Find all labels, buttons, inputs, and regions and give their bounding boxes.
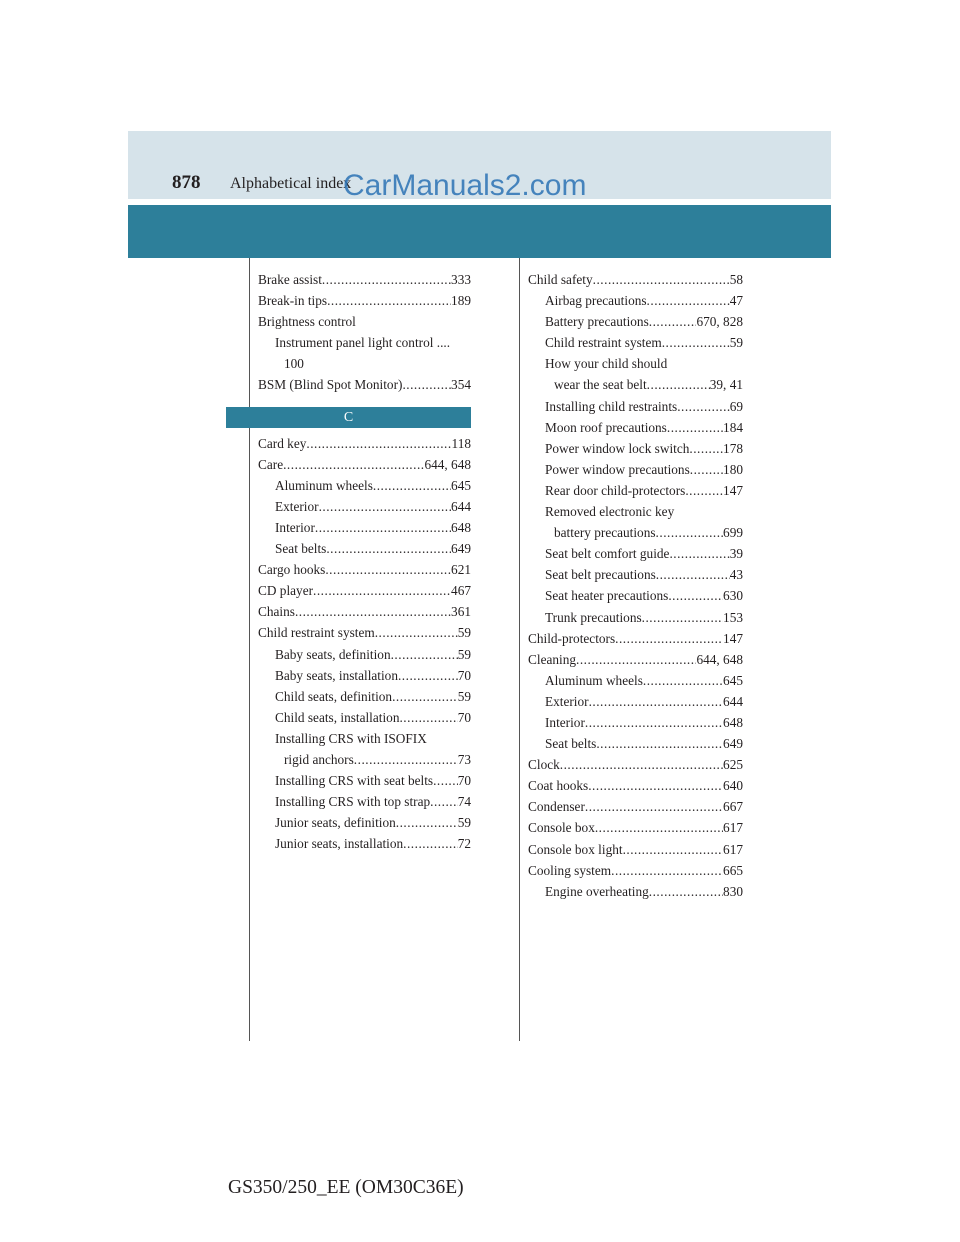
index-entry: Child-protectors ..... 147 bbox=[528, 628, 743, 649]
index-subentry: Trunk precautions ..... 153 bbox=[528, 607, 743, 628]
index-subentry: Installing CRS with seat belts ..... 70 bbox=[258, 770, 471, 791]
letter-heading: C bbox=[226, 407, 471, 428]
index-entry: Chains ..... 361 bbox=[258, 601, 471, 622]
index-subentry: Interior ..... 648 bbox=[258, 517, 471, 538]
index-subentry: Seat heater precautions ..... 630 bbox=[528, 585, 743, 606]
index-subentry: Child restraint system ..... 59 bbox=[528, 332, 743, 353]
section-title: Alphabetical index bbox=[230, 175, 352, 192]
index-subentry: Junior seats, installation ..... 72 bbox=[258, 833, 471, 854]
index-entry: Brightness control bbox=[258, 314, 356, 330]
index-subentry: Seat belts ..... 649 bbox=[258, 538, 471, 559]
index-subentry: Child seats, definition ..... 59 bbox=[258, 686, 471, 707]
index-subentry: Moon roof precautions ..... 184 bbox=[528, 417, 743, 438]
index-entry: CD player ..... 467 bbox=[258, 580, 471, 601]
index-subentry: battery precautions ..... 699 bbox=[528, 522, 743, 543]
index-subentry: Exterior ..... 644 bbox=[258, 496, 471, 517]
index-subentry: Baby seats, installation ..... 70 bbox=[258, 665, 471, 686]
index-entry: Brake assist ..... 333 bbox=[258, 269, 471, 290]
index-subentry: Power window precautions ..... 180 bbox=[528, 459, 743, 480]
index-subentry: rigid anchors ..... 73 bbox=[258, 749, 471, 770]
index-subentry-page: 100 bbox=[284, 356, 304, 372]
index-entry: Care ..... 644, 648 bbox=[258, 454, 471, 475]
index-entry: Cleaning ..... 644, 648 bbox=[528, 649, 743, 670]
index-entry: Break-in tips ..... 189 bbox=[258, 290, 471, 311]
index-entry: Condenser ..... 667 bbox=[528, 796, 743, 817]
index-entry: BSM (Blind Spot Monitor) ..... 354 bbox=[258, 374, 471, 395]
index-column-right bbox=[528, 269, 743, 902]
index-subentry: Instrument panel light control .... bbox=[275, 335, 451, 351]
index-subentry: Child seats, installation ..... 70 bbox=[258, 707, 471, 728]
index-subentry: wear the seat belt ..... 39, 41 bbox=[528, 374, 743, 395]
index-entry: Card key ..... 118 bbox=[258, 433, 471, 454]
index-subentry: How your child should bbox=[545, 356, 668, 372]
index-entry: Clock ..... 625 bbox=[528, 754, 743, 775]
index-subentry: Power window lock switch ..... 178 bbox=[528, 438, 743, 459]
column-divider-left bbox=[249, 258, 250, 1041]
index-subentry: Aluminum wheels ..... 645 bbox=[528, 670, 743, 691]
page-number: 878 bbox=[172, 172, 201, 193]
index-subentry: Interior ..... 648 bbox=[528, 712, 743, 733]
index-subentry: Aluminum wheels ..... 645 bbox=[258, 475, 471, 496]
index-subentry: Seat belt comfort guide ..... 39 bbox=[528, 543, 743, 564]
index-entry: Child safety ..... 58 bbox=[528, 269, 743, 290]
index-entry: Cooling system ..... 665 bbox=[528, 860, 743, 881]
index-entry: Console box ..... 617 bbox=[528, 817, 743, 838]
index-subentry: Seat belt precautions ..... 43 bbox=[528, 564, 743, 585]
index-column-left bbox=[258, 269, 471, 854]
index-subentry: Engine overheating ..... 830 bbox=[528, 881, 743, 902]
index-subentry: Seat belts ..... 649 bbox=[528, 733, 743, 754]
index-entry: Cargo hooks ..... 621 bbox=[258, 559, 471, 580]
index-subentry: Installing CRS with ISOFIX bbox=[275, 730, 427, 746]
index-entry: Child restraint system ..... 59 bbox=[258, 622, 471, 643]
column-divider-right bbox=[519, 258, 520, 1041]
index-subentry: Rear door child-protectors ..... 147 bbox=[528, 480, 743, 501]
index-subentry: Exterior ..... 644 bbox=[528, 691, 743, 712]
index-entry: Console box light ..... 617 bbox=[528, 839, 743, 860]
index-subentry: Installing CRS with top strap ..... 74 bbox=[258, 791, 471, 812]
index-subentry: Battery precautions ..... 670, 828 bbox=[528, 311, 743, 332]
index-subentry: Installing child restraints ..... 69 bbox=[528, 396, 743, 417]
header-bar bbox=[128, 205, 831, 258]
index-subentry: Removed electronic key bbox=[545, 504, 675, 520]
index-entry: Coat hooks ..... 640 bbox=[528, 775, 743, 796]
index-subentry: Baby seats, definition ..... 59 bbox=[258, 644, 471, 665]
index-subentry: Airbag precautions ..... 47 bbox=[528, 290, 743, 311]
watermark-logo: CarManuals2.com bbox=[343, 169, 587, 202]
footer-model-code: GS350/250_EE (OM30C36E) bbox=[228, 1177, 464, 1198]
index-subentry: Junior seats, definition ..... 59 bbox=[258, 812, 471, 833]
